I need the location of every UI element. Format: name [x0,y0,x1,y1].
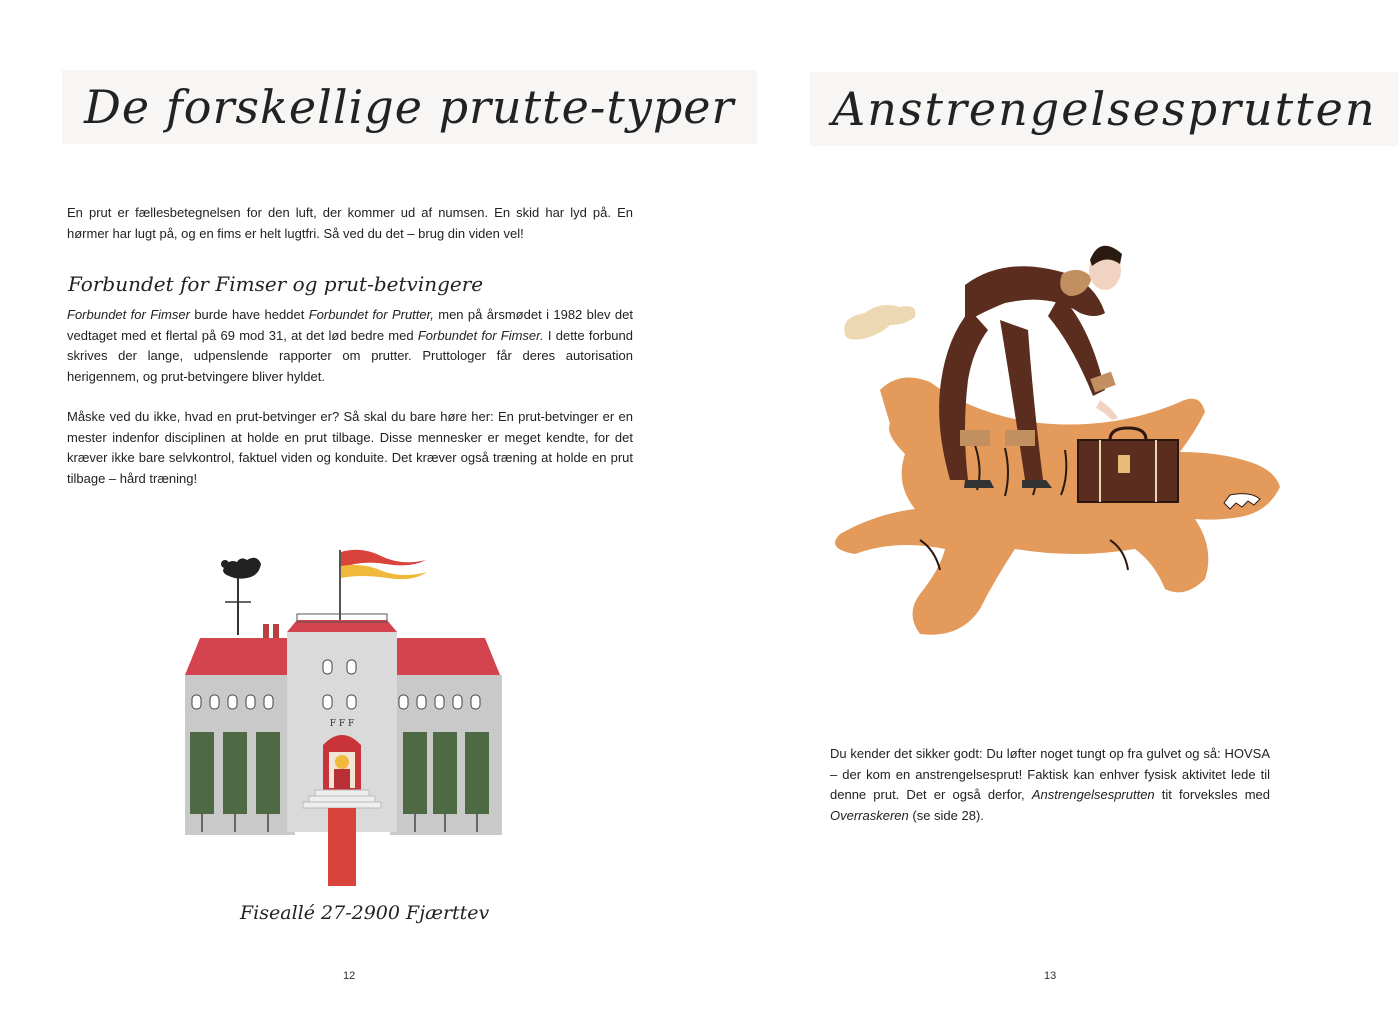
manor-house-illustration [175,540,515,890]
text-run: tit forveksles med [1154,787,1270,802]
right-page [700,0,1400,1010]
building-inscription: F F F [329,719,355,729]
text-run: I dette forbund skrives der lange, udpenslende rapporter om prutter. Pruttologer får deres autorisation herigennem, og prut-betvingere bliver hyldet. [67,327,633,384]
page-number: 13 [1044,970,1057,982]
paragraph-prut-betvinger [67,407,633,489]
text-run: burde have heddet [189,307,309,322]
paragraph-anstrengelse [830,744,1270,826]
italic-term: Overraskeren [830,807,909,823]
page-number: 12 [343,970,356,982]
rooster-weathervane-icon [221,558,261,635]
paragraph-forbund [67,305,633,387]
italic-term: Forbundet for Fimser. [417,327,544,343]
suitcase-icon [1078,428,1178,502]
man-lifting-suitcase-illustration [800,240,1300,690]
section-heading: Forbundet for Fimser og prut-betvingere [68,272,484,296]
text-run: men på årsmødet i 1982 blev det vedtaget med et flertal på 69 mod 31, at det lød bedre med [67,307,633,343]
text-run: Du kender det sikker godt: Du løfter noget tungt op fra gulvet og så: HOVSA – der kom en anstrengelsesprut! Faktisk kan enhver fysisk aktivitet lede til denne prut. Det er også derfor, [830,746,1270,802]
paragraph-text: Måske ved du ikke, hvad en prut-betvinger er? Så skal du bare høre her: En prut-betvinger er en mester indenfor disciplinen at holde en prut tilbage. Disse mennesker er meget kendte, for det kræver ikke bare selvkontrol, faktuel viden og konduite. Det kræver også træning at holde en prut tilbage – hård træning! [67,409,633,486]
intro-paragraph [67,203,633,244]
page-title: De forskellige prutte-typer [62,70,757,144]
text-run: (se side 28). [908,807,984,823]
italic-term: Anstrengelsesprutten [1031,787,1155,802]
page-title: Anstrengelsesprutten [810,72,1398,146]
italic-term: Forbundet for Fimser [67,307,190,322]
intro-text: En prut er fællesbetegnelsen for den luft, der kommer ud af numsen. En skid har lyd på. En hørmer har lugt på, og en fims er helt lugtfri. Så ved du det – brug din viden vel! [67,205,633,241]
italic-term: Forbundet for Prutter, [308,307,434,322]
address-caption: Fiseallé 27-2900 Fjærttev [240,902,490,924]
